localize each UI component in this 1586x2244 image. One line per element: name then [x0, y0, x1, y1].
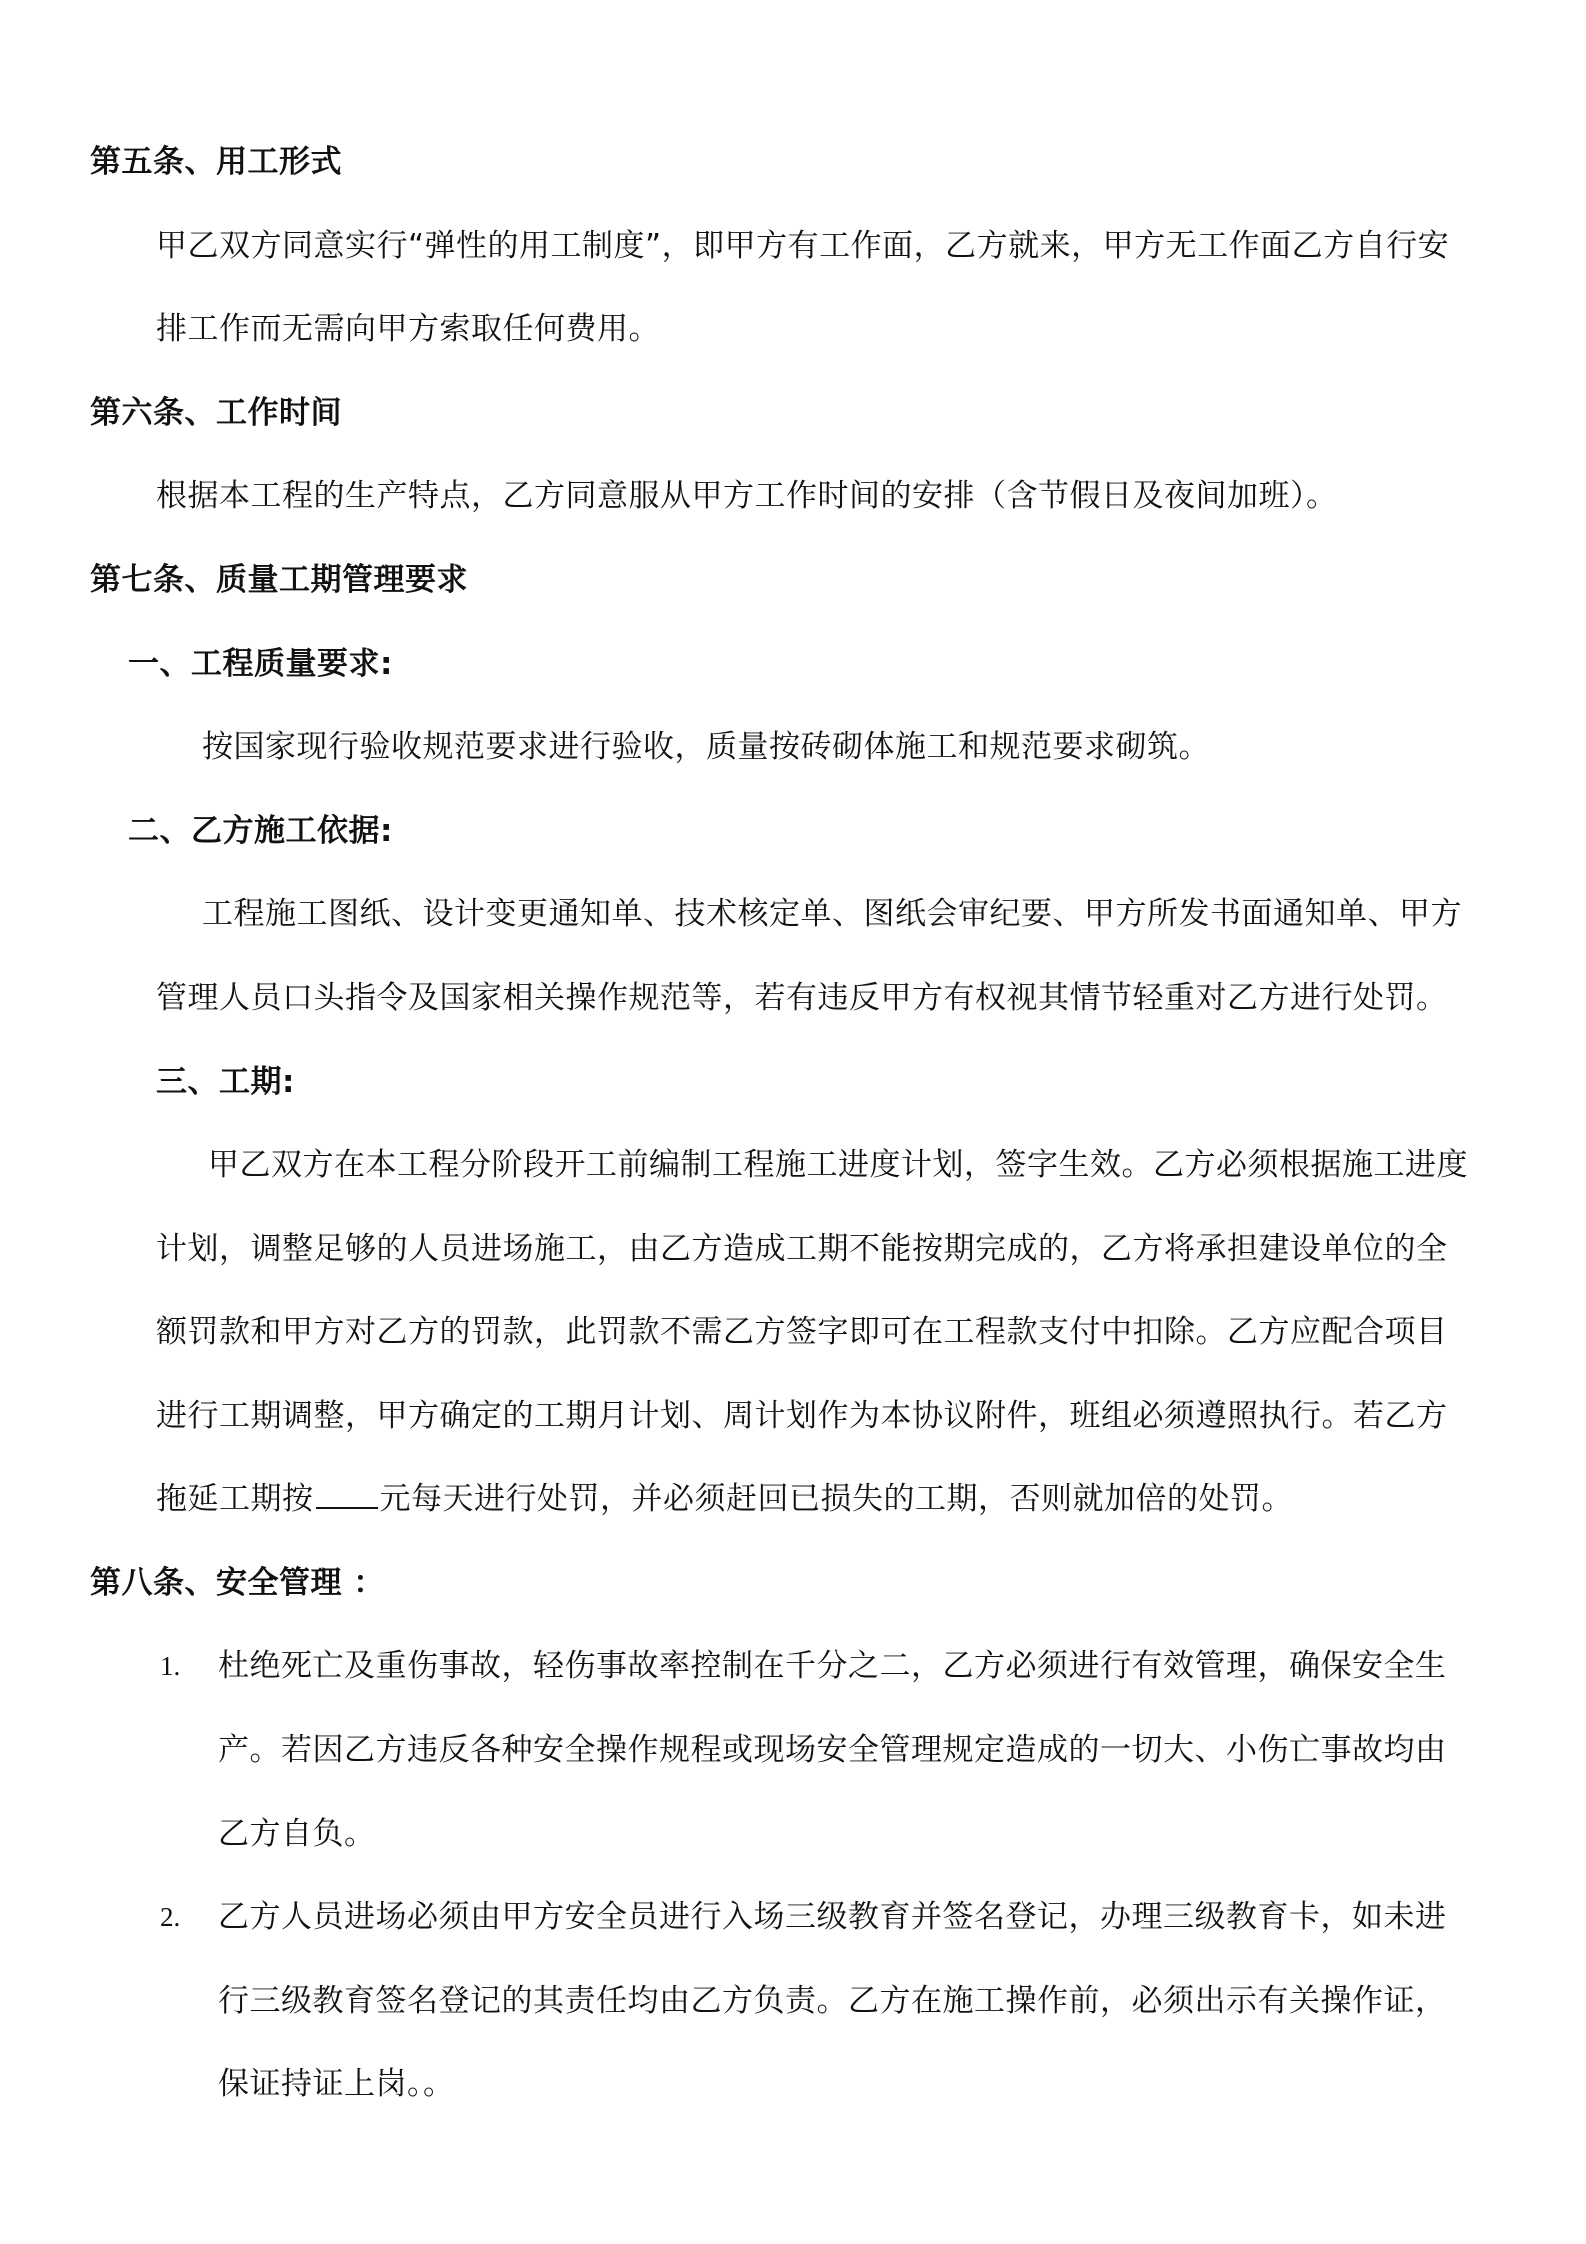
list-item-1-line3: 乙方自负。 — [218, 1816, 376, 1852]
list-item-2-line1: 乙方人员进场必须由甲方安全员进行入场三级教育并签名登记，办理三级教育卡，如未进 — [218, 1899, 1447, 1935]
penalty-text-before-blank: 拖延工期按 — [156, 1481, 314, 1517]
article7-section3-heading: 三、工期: — [156, 1064, 295, 1100]
list-item-number: 2. — [160, 1902, 181, 1932]
article7-section2-heading: 二、乙方施工依据: — [128, 813, 393, 849]
list-item-2-line3: 保证持证上岗。。 — [218, 2066, 455, 2102]
article8-heading: 第八条、安全管理 ： — [90, 1565, 385, 1601]
list-item-1-line1: 杜绝死亡及重伤事故，轻伤事故率控制在千分之二，乙方必须进行有效管理，确保安全生 — [218, 1648, 1447, 1684]
list-item-number: 1. — [160, 1651, 181, 1681]
article7-section1-heading: 一、工程质量要求: — [128, 646, 393, 682]
article5-paragraph-line1: 甲乙双方同意实行“弹性的用工制度”，即甲方有工作面，乙方就来，甲方无工作面乙方自行安 — [156, 228, 1450, 264]
penalty-amount-blank — [316, 1479, 378, 1509]
article5-paragraph-line2: 排工作而无需向甲方索取任何费用。 — [156, 311, 660, 347]
list-item-2-line2: 行三级教育签名登记的其责任均由乙方负责。乙方在施工操作前，必须出示有关操作证， — [218, 1983, 1447, 2019]
article7-section3-paragraph-line4: 进行工期调整，甲方确定的工期月计划、周计划作为本协议附件，班组必须遵照执行。若乙方 — [156, 1398, 1448, 1434]
article6-paragraph-line1: 根据本工程的生产特点，乙方同意服从甲方工作时间的安排（含节假日及夜间加班）。 — [156, 478, 1338, 514]
penalty-text-after-blank: 元每天进行处罚，并必须赶回已损失的工期，否则就加倍的处罚。 — [379, 1481, 1293, 1517]
article5-heading: 第五条、用工形式 — [90, 144, 342, 180]
article7-section1-paragraph-line1: 按国家现行验收规范要求进行验收，质量按砖砌体施工和规范要求砌筑。 — [202, 729, 1210, 765]
article7-section2-paragraph-line1: 工程施工图纸、设计变更通知单、技术核定单、图纸会审纪要、甲方所发书面通知单、甲方 — [202, 896, 1462, 932]
article7-heading: 第七条、质量工期管理要求 — [90, 562, 468, 598]
article7-section3-paragraph-line1: 甲乙双方在本工程分阶段开工前编制工程施工进度计划，签字生效。乙方必须根据施工进度 — [208, 1147, 1468, 1183]
list-item-1-line2: 产。若因乙方违反各种安全操作规程或现场安全管理规定造成的一切大、小伤亡事故均由 — [218, 1732, 1447, 1768]
article7-section2-paragraph-line2: 管理人员口头指令及国家相关操作规范等，若有违反甲方有权视其情节轻重对乙方进行处罚。 — [156, 980, 1448, 1016]
article7-section3-paragraph-line2: 计划，调整足够的人员进场施工，由乙方造成工期不能按期完成的，乙方将承担建设单位的全 — [156, 1231, 1448, 1267]
article7-section3-paragraph-line3: 额罚款和甲方对乙方的罚款，此罚款不需乙方签字即可在工程款支付中扣除。乙方应配合项目 — [156, 1314, 1448, 1350]
article7-section3-paragraph-line5 — [156, 1479, 1293, 1519]
article6-heading: 第六条、工作时间 — [90, 395, 342, 431]
